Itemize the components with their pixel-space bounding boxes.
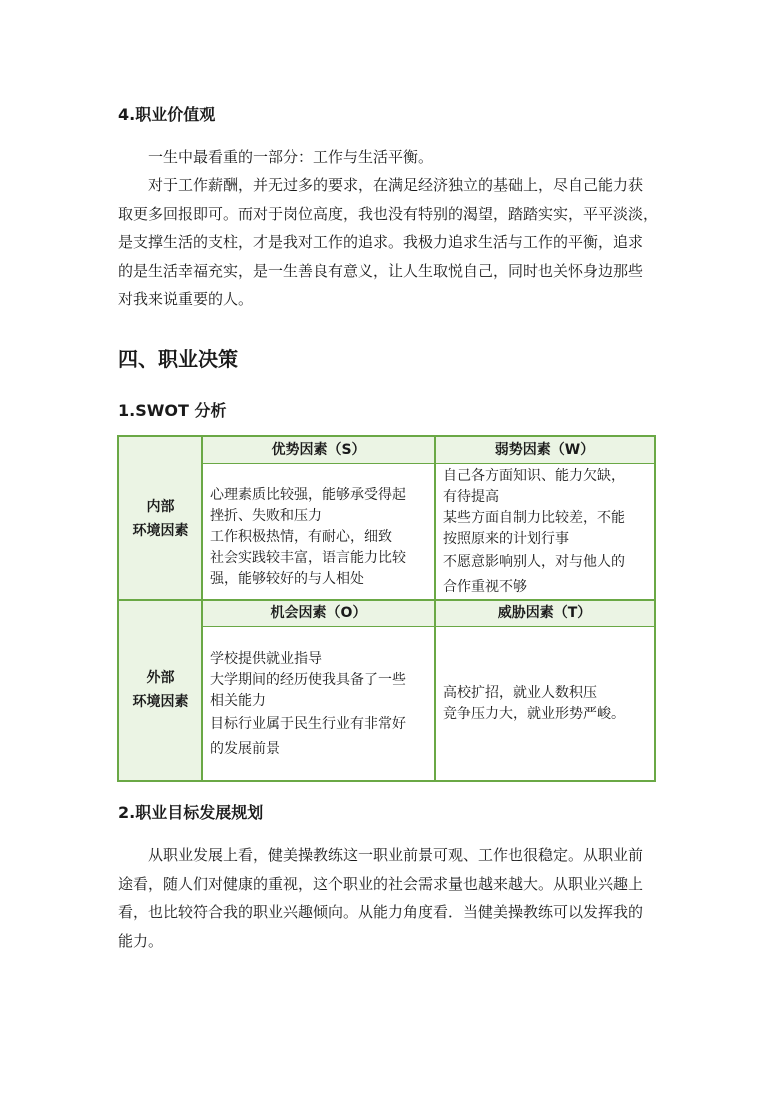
plan-para-line: 从职业发展上看，健美操教练这一职业前景可观、工作也很稳定。从职业前 <box>148 846 644 864</box>
external-label-line-2: 环境因素 <box>132 694 189 710</box>
internal-label-line-2: 环境因素 <box>132 522 189 539</box>
external-factors-label <box>119 600 202 780</box>
values-para2-line: 的是生活幸福充实，是一生善良有意义，让人生取悦自己，同时也关怀身边那些 <box>118 261 644 280</box>
swot-table <box>117 435 656 782</box>
opportunities-header: 机会因素（O） <box>202 600 435 627</box>
values-para2-line: 是支撑生活的支柱，才是我对工作的追求。我极力追求生活与工作的平衡，追求 <box>118 233 644 251</box>
plan-para-line: 能力。 <box>118 931 164 950</box>
weakness-item: 合作重视不够 <box>443 579 527 595</box>
weaknesses-content <box>435 464 654 600</box>
values-paragraph-2 <box>118 171 658 314</box>
values-paragraph-1 <box>118 143 658 172</box>
threat-item: 竞争压力大，就业形势严峻。 <box>443 705 625 722</box>
values-para1-text: 一生中最看重的一部分：工作与生活平衡。 <box>148 148 434 166</box>
values-para2-line: 取更多回报即可。而对于岗位高度，我也没有特别的渴望，踏踏实实，平平淡淡， <box>118 204 659 223</box>
strength-item: 工作积极热情，有耐心，细致 <box>210 528 392 545</box>
strength-item: 心理素质比较强，能够承受得起 <box>210 486 406 503</box>
strength-item: 强，能够较好的与人相处 <box>210 570 364 587</box>
table-divider <box>202 626 654 627</box>
weakness-item: 不愿意影响别人，对与他人的 <box>443 554 625 570</box>
opportunity-item: 学校提供就业指导 <box>210 651 322 667</box>
threats-content <box>435 627 654 780</box>
opportunities-content <box>202 627 435 780</box>
weakness-item: 有待提高 <box>443 489 499 505</box>
external-label-line-1: 外部 <box>146 670 175 686</box>
table-divider <box>202 463 654 464</box>
table-divider <box>434 437 436 780</box>
threat-item: 高校扩招，就业人数积压 <box>443 684 597 701</box>
opportunity-item: 的发展前景 <box>210 741 280 757</box>
internal-label-line-1: 内部 <box>146 498 175 515</box>
strengths-header: 优势因素（S） <box>202 437 435 464</box>
strength-item: 社会实践较丰富，语言能力比较 <box>210 549 406 566</box>
opportunity-item: 大学期间的经历使我具备了一些 <box>210 672 406 688</box>
threats-header: 威胁因素（T） <box>435 600 654 627</box>
weakness-item: 按照原来的计划行事 <box>443 531 569 547</box>
section-heading-swot: 1.SWOT 分析 <box>118 401 227 420</box>
opportunity-item: 目标行业属于民生行业有非常好 <box>210 716 406 732</box>
section-heading-plan: 2.职业目标发展规划 <box>118 803 264 822</box>
plan-para-line: 看，也比较符合我的职业兴趣倾向。从能力角度看．当健美操教练可以发挥我的 <box>118 903 644 921</box>
section-heading-decision: 四、职业决策 <box>118 347 238 371</box>
values-para2-line: 对于工作薪酬，并无过多的要求，在满足经济独立的基础上，尽自己能力获 <box>148 176 644 194</box>
weakness-item: 自己各方面知识、能力欠缺， <box>443 468 625 484</box>
strength-item: 挫折、失败和压力 <box>210 507 322 524</box>
plan-para-line: 途看，随人们对健康的重视，这个职业的社会需求量也越来越大。从职业兴趣上 <box>118 874 644 893</box>
weaknesses-header: 弱势因素（W） <box>435 437 654 464</box>
internal-factors-label <box>119 437 202 600</box>
opportunity-item: 相关能力 <box>210 693 266 709</box>
strengths-content <box>202 464 435 600</box>
table-divider <box>201 437 203 780</box>
values-para2-line: 对我来说重要的人。 <box>118 290 254 308</box>
table-divider <box>119 599 654 601</box>
weakness-item: 某些方面自制力比较差，不能 <box>443 510 625 526</box>
section-heading-values: 4.职业价值观 <box>118 105 216 124</box>
plan-paragraph <box>118 841 658 955</box>
